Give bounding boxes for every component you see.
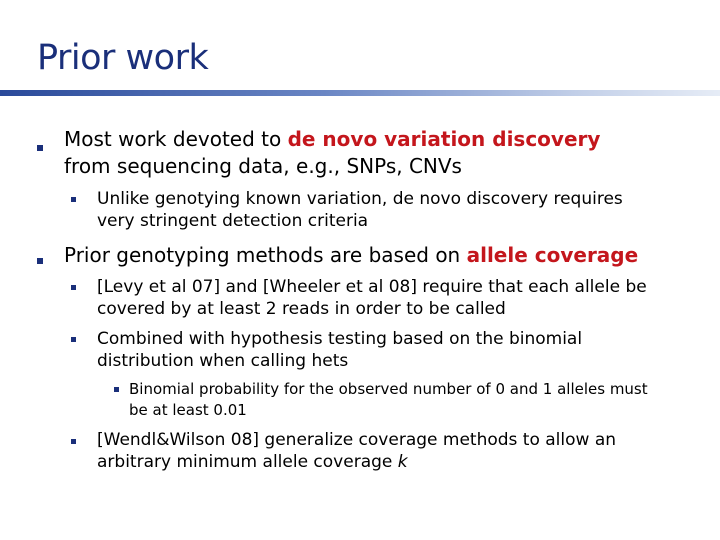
bullet-most-work — [64, 126, 600, 180]
slide-title: Prior work — [37, 38, 209, 78]
bullet-square-icon — [71, 337, 76, 342]
bullet-square-icon — [37, 258, 43, 264]
bullet-text-line2: be at least 0.01 — [129, 401, 247, 419]
bullet-text-line2: distribution when calling hets — [97, 351, 349, 371]
bullet-square-icon — [71, 197, 76, 202]
highlight-text: de novo variation discovery — [287, 127, 601, 151]
bullet-text: [Levy et al 07] and [Wheeler et al 08] require that each allele be — [97, 277, 647, 297]
bullet-square-icon — [71, 439, 76, 444]
highlight-text: allele coverage — [466, 243, 639, 267]
bullet-square-icon — [37, 145, 43, 151]
title-divider — [0, 90, 720, 96]
bullet-text: Prior genotyping methods are based on — [64, 243, 467, 267]
bullet-levy-wheeler — [97, 276, 647, 320]
bullet-text: Binomial probability for the observed number of 0 and 1 alleles must — [129, 380, 648, 398]
bullet-text: Most work devoted to — [64, 127, 288, 151]
bullet-text-line2: very stringent detection criteria — [97, 211, 369, 231]
bullet-text: Combined with hypothesis testing based on the binomial — [97, 329, 583, 349]
bullet-text: [Wendl&Wilson 08] generalize coverage methods to allow an — [97, 430, 617, 450]
bullet-square-icon — [114, 387, 119, 392]
bullet-unlike-genotyping — [97, 188, 623, 232]
bullet-binomial-probability — [129, 379, 648, 421]
bullet-prior-genotyping — [64, 242, 638, 269]
bullet-hypothesis-testing — [97, 328, 582, 372]
bullet-text: Unlike genotying known variation, de novo discovery requires — [97, 189, 623, 209]
bullet-text-line2: from sequencing data, e.g., SNPs, CNVs — [64, 154, 462, 178]
bullet-text-line2: arbitrary minimum allele coverage — [97, 452, 398, 472]
bullet-wendl-wilson — [97, 429, 616, 473]
variable-k: k — [397, 452, 408, 472]
bullet-text-line2: covered by at least 2 reads in order to be called — [97, 299, 506, 319]
bullet-square-icon — [71, 285, 76, 290]
